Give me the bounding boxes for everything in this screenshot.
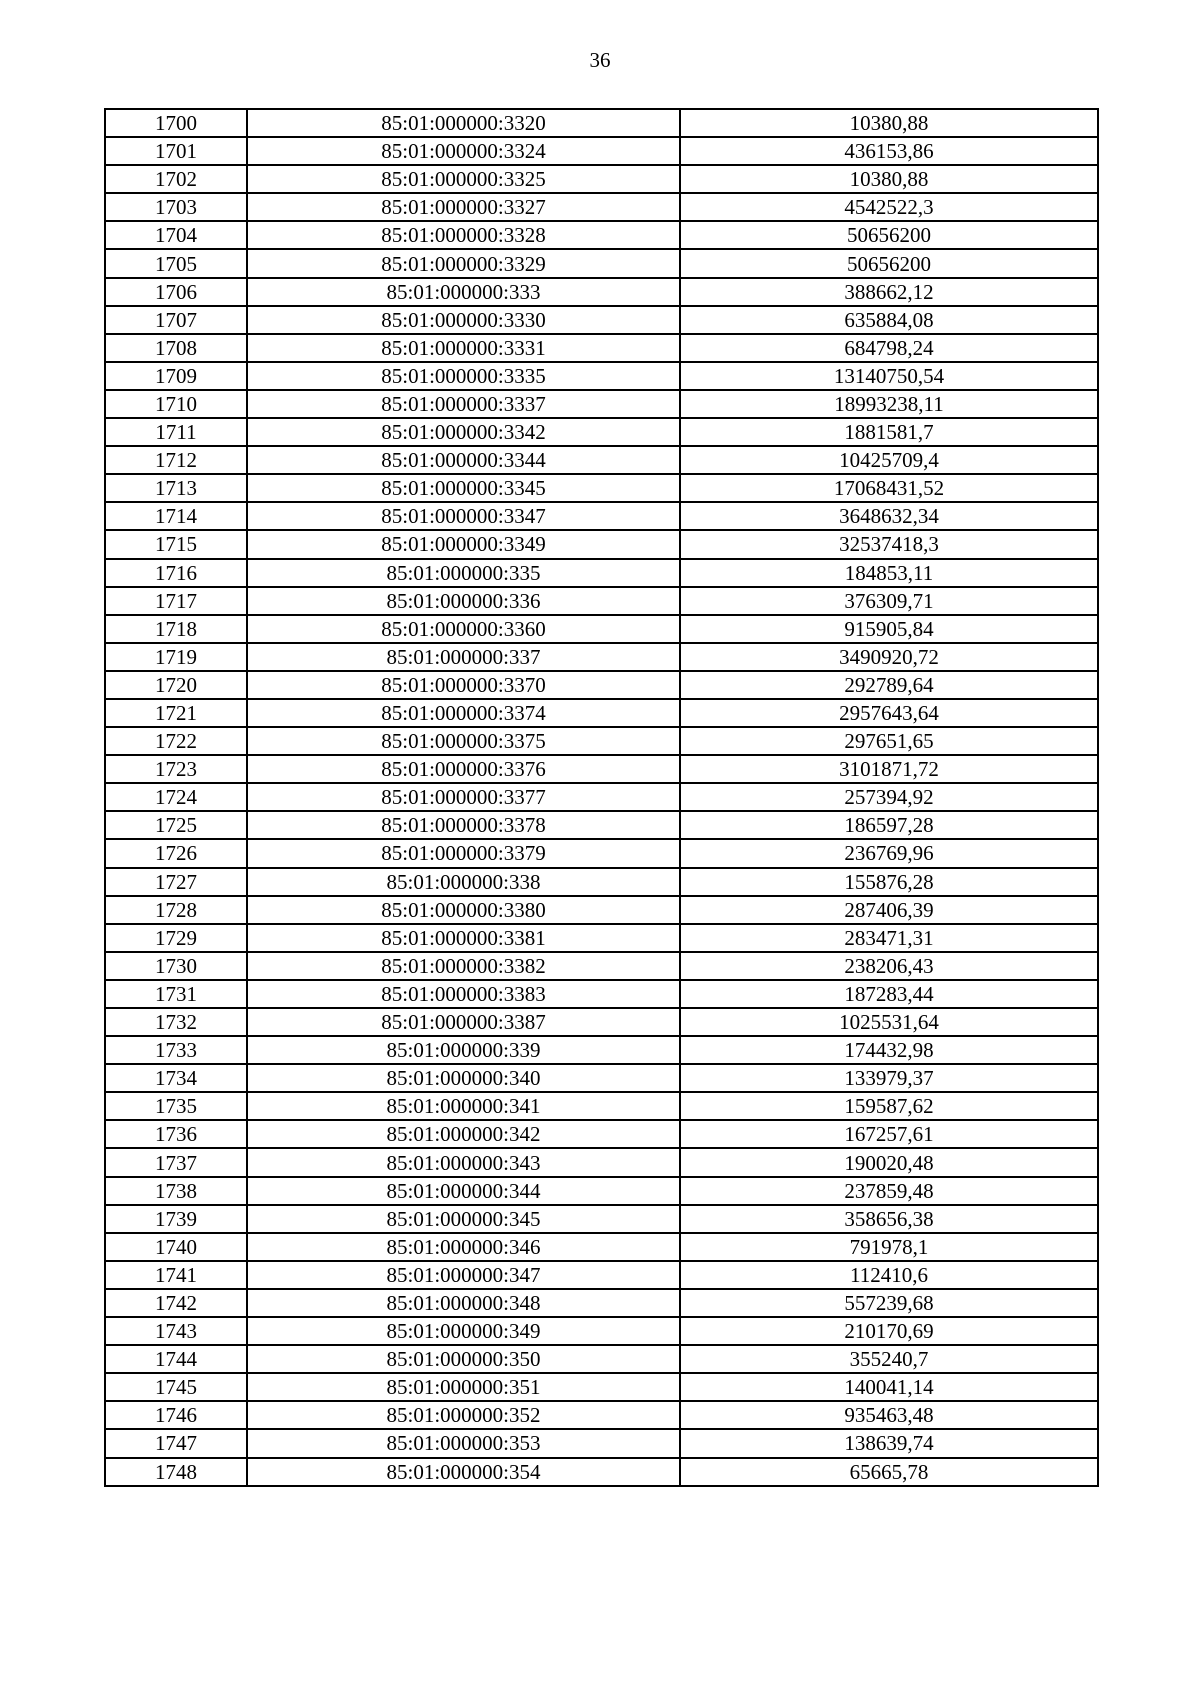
value-cell: 138639,74 bbox=[680, 1429, 1098, 1457]
value-cell: 791978,1 bbox=[680, 1233, 1098, 1261]
value-cell: 17068431,52 bbox=[680, 474, 1098, 502]
row-number-cell: 1745 bbox=[105, 1373, 247, 1401]
row-number-cell: 1704 bbox=[105, 221, 247, 249]
value-cell: 140041,14 bbox=[680, 1373, 1098, 1401]
table-row bbox=[105, 1345, 1098, 1373]
row-number-cell: 1732 bbox=[105, 1008, 247, 1036]
value-cell: 18993238,11 bbox=[680, 390, 1098, 418]
table-row bbox=[105, 1317, 1098, 1345]
table-row bbox=[105, 1429, 1098, 1457]
row-number-cell: 1705 bbox=[105, 249, 247, 277]
cadastral-number-cell: 85:01:000000:337 bbox=[247, 643, 680, 671]
value-cell: 3490920,72 bbox=[680, 643, 1098, 671]
cadastral-number-cell: 85:01:000000:345 bbox=[247, 1205, 680, 1233]
value-cell: 10380,88 bbox=[680, 165, 1098, 193]
value-cell: 684798,24 bbox=[680, 334, 1098, 362]
row-number-cell: 1725 bbox=[105, 811, 247, 839]
cadastral-number-cell: 85:01:000000:3327 bbox=[247, 193, 680, 221]
cadastral-number-cell: 85:01:000000:3379 bbox=[247, 839, 680, 867]
table-row bbox=[105, 1261, 1098, 1289]
row-number-cell: 1707 bbox=[105, 306, 247, 334]
table-row bbox=[105, 278, 1098, 306]
cadastral-number-cell: 85:01:000000:3349 bbox=[247, 530, 680, 558]
row-number-cell: 1717 bbox=[105, 587, 247, 615]
row-number-cell: 1700 bbox=[105, 109, 247, 137]
row-number-cell: 1712 bbox=[105, 446, 247, 474]
table-row bbox=[105, 334, 1098, 362]
value-cell: 257394,92 bbox=[680, 783, 1098, 811]
value-cell: 237859,48 bbox=[680, 1177, 1098, 1205]
value-cell: 297651,65 bbox=[680, 727, 1098, 755]
table-row bbox=[105, 1458, 1098, 1486]
cadastral-number-cell: 85:01:000000:341 bbox=[247, 1092, 680, 1120]
table-row bbox=[105, 783, 1098, 811]
cadastral-number-cell: 85:01:000000:3370 bbox=[247, 671, 680, 699]
cadastral-number-cell: 85:01:000000:3325 bbox=[247, 165, 680, 193]
table-row bbox=[105, 418, 1098, 446]
value-cell: 915905,84 bbox=[680, 615, 1098, 643]
table-row bbox=[105, 559, 1098, 587]
cadastral-number-cell: 85:01:000000:351 bbox=[247, 1373, 680, 1401]
cadastral-number-cell: 85:01:000000:3360 bbox=[247, 615, 680, 643]
table-row bbox=[105, 755, 1098, 783]
value-cell: 388662,12 bbox=[680, 278, 1098, 306]
registry-table-body bbox=[105, 109, 1098, 1486]
row-number-cell: 1746 bbox=[105, 1401, 247, 1429]
value-cell: 10380,88 bbox=[680, 109, 1098, 137]
row-number-cell: 1727 bbox=[105, 868, 247, 896]
cadastral-number-cell: 85:01:000000:339 bbox=[247, 1036, 680, 1064]
cadastral-number-cell: 85:01:000000:3330 bbox=[247, 306, 680, 334]
row-number-cell: 1743 bbox=[105, 1317, 247, 1345]
cadastral-number-cell: 85:01:000000:333 bbox=[247, 278, 680, 306]
table-row bbox=[105, 587, 1098, 615]
row-number-cell: 1728 bbox=[105, 896, 247, 924]
table-row bbox=[105, 474, 1098, 502]
cadastral-number-cell: 85:01:000000:3320 bbox=[247, 109, 680, 137]
row-number-cell: 1708 bbox=[105, 334, 247, 362]
cadastral-number-cell: 85:01:000000:338 bbox=[247, 868, 680, 896]
row-number-cell: 1715 bbox=[105, 530, 247, 558]
table-row bbox=[105, 868, 1098, 896]
table-row bbox=[105, 1233, 1098, 1261]
table-row bbox=[105, 727, 1098, 755]
table-row bbox=[105, 896, 1098, 924]
row-number-cell: 1714 bbox=[105, 502, 247, 530]
value-cell: 50656200 bbox=[680, 221, 1098, 249]
value-cell: 10425709,4 bbox=[680, 446, 1098, 474]
row-number-cell: 1731 bbox=[105, 980, 247, 1008]
row-number-cell: 1737 bbox=[105, 1148, 247, 1176]
row-number-cell: 1720 bbox=[105, 671, 247, 699]
table-row bbox=[105, 1120, 1098, 1148]
value-cell: 236769,96 bbox=[680, 839, 1098, 867]
value-cell: 1025531,64 bbox=[680, 1008, 1098, 1036]
row-number-cell: 1718 bbox=[105, 615, 247, 643]
row-number-cell: 1723 bbox=[105, 755, 247, 783]
value-cell: 358656,38 bbox=[680, 1205, 1098, 1233]
row-number-cell: 1709 bbox=[105, 362, 247, 390]
row-number-cell: 1726 bbox=[105, 839, 247, 867]
cadastral-number-cell: 85:01:000000:353 bbox=[247, 1429, 680, 1457]
page-number: 36 bbox=[589, 48, 611, 72]
table-row bbox=[105, 1036, 1098, 1064]
cadastral-number-cell: 85:01:000000:354 bbox=[247, 1458, 680, 1486]
table-row bbox=[105, 1401, 1098, 1429]
row-number-cell: 1713 bbox=[105, 474, 247, 502]
value-cell: 3101871,72 bbox=[680, 755, 1098, 783]
row-number-cell: 1710 bbox=[105, 390, 247, 418]
cadastral-number-cell: 85:01:000000:3380 bbox=[247, 896, 680, 924]
value-cell: 4542522,3 bbox=[680, 193, 1098, 221]
cadastral-number-cell: 85:01:000000:348 bbox=[247, 1289, 680, 1317]
cadastral-number-cell: 85:01:000000:3383 bbox=[247, 980, 680, 1008]
table-row bbox=[105, 839, 1098, 867]
table-row bbox=[105, 530, 1098, 558]
table-row bbox=[105, 643, 1098, 671]
row-number-cell: 1729 bbox=[105, 924, 247, 952]
value-cell: 50656200 bbox=[680, 249, 1098, 277]
table-row bbox=[105, 446, 1098, 474]
cadastral-number-cell: 85:01:000000:3378 bbox=[247, 811, 680, 839]
cadastral-number-cell: 85:01:000000:3342 bbox=[247, 418, 680, 446]
value-cell: 174432,98 bbox=[680, 1036, 1098, 1064]
value-cell: 436153,86 bbox=[680, 137, 1098, 165]
value-cell: 292789,64 bbox=[680, 671, 1098, 699]
row-number-cell: 1744 bbox=[105, 1345, 247, 1373]
value-cell: 287406,39 bbox=[680, 896, 1098, 924]
value-cell: 935463,48 bbox=[680, 1401, 1098, 1429]
table-row bbox=[105, 1177, 1098, 1205]
value-cell: 210170,69 bbox=[680, 1317, 1098, 1345]
cadastral-number-cell: 85:01:000000:3387 bbox=[247, 1008, 680, 1036]
table-row bbox=[105, 221, 1098, 249]
cadastral-number-cell: 85:01:000000:336 bbox=[247, 587, 680, 615]
row-number-cell: 1738 bbox=[105, 1177, 247, 1205]
cadastral-number-cell: 85:01:000000:3381 bbox=[247, 924, 680, 952]
cadastral-number-cell: 85:01:000000:3331 bbox=[247, 334, 680, 362]
value-cell: 133979,37 bbox=[680, 1064, 1098, 1092]
row-number-cell: 1736 bbox=[105, 1120, 247, 1148]
row-number-cell: 1748 bbox=[105, 1458, 247, 1486]
value-cell: 557239,68 bbox=[680, 1289, 1098, 1317]
row-number-cell: 1730 bbox=[105, 952, 247, 980]
row-number-cell: 1706 bbox=[105, 278, 247, 306]
value-cell: 635884,08 bbox=[680, 306, 1098, 334]
cadastral-number-cell: 85:01:000000:340 bbox=[247, 1064, 680, 1092]
value-cell: 187283,44 bbox=[680, 980, 1098, 1008]
table-row bbox=[105, 980, 1098, 1008]
value-cell: 13140750,54 bbox=[680, 362, 1098, 390]
row-number-cell: 1703 bbox=[105, 193, 247, 221]
table-row bbox=[105, 1064, 1098, 1092]
value-cell: 238206,43 bbox=[680, 952, 1098, 980]
value-cell: 283471,31 bbox=[680, 924, 1098, 952]
table-row bbox=[105, 137, 1098, 165]
cadastral-number-cell: 85:01:000000:3345 bbox=[247, 474, 680, 502]
table-row bbox=[105, 699, 1098, 727]
table-row bbox=[105, 671, 1098, 699]
value-cell: 184853,11 bbox=[680, 559, 1098, 587]
value-cell: 355240,7 bbox=[680, 1345, 1098, 1373]
value-cell: 155876,28 bbox=[680, 868, 1098, 896]
table-row bbox=[105, 1205, 1098, 1233]
cadastral-number-cell: 85:01:000000:346 bbox=[247, 1233, 680, 1261]
cadastral-number-cell: 85:01:000000:352 bbox=[247, 1401, 680, 1429]
cadastral-number-cell: 85:01:000000:3382 bbox=[247, 952, 680, 980]
cadastral-number-cell: 85:01:000000:342 bbox=[247, 1120, 680, 1148]
table-row bbox=[105, 1373, 1098, 1401]
row-number-cell: 1742 bbox=[105, 1289, 247, 1317]
table-row bbox=[105, 1092, 1098, 1120]
cadastral-number-cell: 85:01:000000:335 bbox=[247, 559, 680, 587]
cadastral-number-cell: 85:01:000000:3329 bbox=[247, 249, 680, 277]
value-cell: 167257,61 bbox=[680, 1120, 1098, 1148]
table-row bbox=[105, 1008, 1098, 1036]
cadastral-number-cell: 85:01:000000:344 bbox=[247, 1177, 680, 1205]
table-row bbox=[105, 306, 1098, 334]
value-cell: 65665,78 bbox=[680, 1458, 1098, 1486]
cadastral-number-cell: 85:01:000000:350 bbox=[247, 1345, 680, 1373]
table-row bbox=[105, 249, 1098, 277]
table-row bbox=[105, 1289, 1098, 1317]
cadastral-number-cell: 85:01:000000:3375 bbox=[247, 727, 680, 755]
cadastral-number-cell: 85:01:000000:3335 bbox=[247, 362, 680, 390]
table-row bbox=[105, 952, 1098, 980]
cadastral-number-cell: 85:01:000000:3344 bbox=[247, 446, 680, 474]
table-row bbox=[105, 924, 1098, 952]
row-number-cell: 1722 bbox=[105, 727, 247, 755]
row-number-cell: 1747 bbox=[105, 1429, 247, 1457]
value-cell: 190020,48 bbox=[680, 1148, 1098, 1176]
row-number-cell: 1721 bbox=[105, 699, 247, 727]
table-row bbox=[105, 615, 1098, 643]
row-number-cell: 1724 bbox=[105, 783, 247, 811]
row-number-cell: 1701 bbox=[105, 137, 247, 165]
cadastral-number-cell: 85:01:000000:3328 bbox=[247, 221, 680, 249]
value-cell: 1881581,7 bbox=[680, 418, 1098, 446]
table-row bbox=[105, 165, 1098, 193]
value-cell: 159587,62 bbox=[680, 1092, 1098, 1120]
value-cell: 3648632,34 bbox=[680, 502, 1098, 530]
table-row bbox=[105, 1148, 1098, 1176]
cadastral-number-cell: 85:01:000000:3324 bbox=[247, 137, 680, 165]
value-cell: 2957643,64 bbox=[680, 699, 1098, 727]
row-number-cell: 1716 bbox=[105, 559, 247, 587]
row-number-cell: 1740 bbox=[105, 1233, 247, 1261]
table-row bbox=[105, 362, 1098, 390]
cadastral-number-cell: 85:01:000000:3337 bbox=[247, 390, 680, 418]
cadastral-number-cell: 85:01:000000:3377 bbox=[247, 783, 680, 811]
table-row bbox=[105, 193, 1098, 221]
row-number-cell: 1739 bbox=[105, 1205, 247, 1233]
value-cell: 186597,28 bbox=[680, 811, 1098, 839]
table-row bbox=[105, 390, 1098, 418]
table-row bbox=[105, 109, 1098, 137]
cadastral-number-cell: 85:01:000000:3347 bbox=[247, 502, 680, 530]
row-number-cell: 1734 bbox=[105, 1064, 247, 1092]
registry-table bbox=[104, 108, 1099, 1487]
row-number-cell: 1702 bbox=[105, 165, 247, 193]
row-number-cell: 1711 bbox=[105, 418, 247, 446]
cadastral-number-cell: 85:01:000000:347 bbox=[247, 1261, 680, 1289]
table-row bbox=[105, 502, 1098, 530]
cadastral-number-cell: 85:01:000000:343 bbox=[247, 1148, 680, 1176]
cadastral-number-cell: 85:01:000000:349 bbox=[247, 1317, 680, 1345]
value-cell: 112410,6 bbox=[680, 1261, 1098, 1289]
row-number-cell: 1719 bbox=[105, 643, 247, 671]
cadastral-number-cell: 85:01:000000:3376 bbox=[247, 755, 680, 783]
value-cell: 376309,71 bbox=[680, 587, 1098, 615]
row-number-cell: 1741 bbox=[105, 1261, 247, 1289]
row-number-cell: 1733 bbox=[105, 1036, 247, 1064]
row-number-cell: 1735 bbox=[105, 1092, 247, 1120]
value-cell: 32537418,3 bbox=[680, 530, 1098, 558]
table-row bbox=[105, 811, 1098, 839]
cadastral-number-cell: 85:01:000000:3374 bbox=[247, 699, 680, 727]
